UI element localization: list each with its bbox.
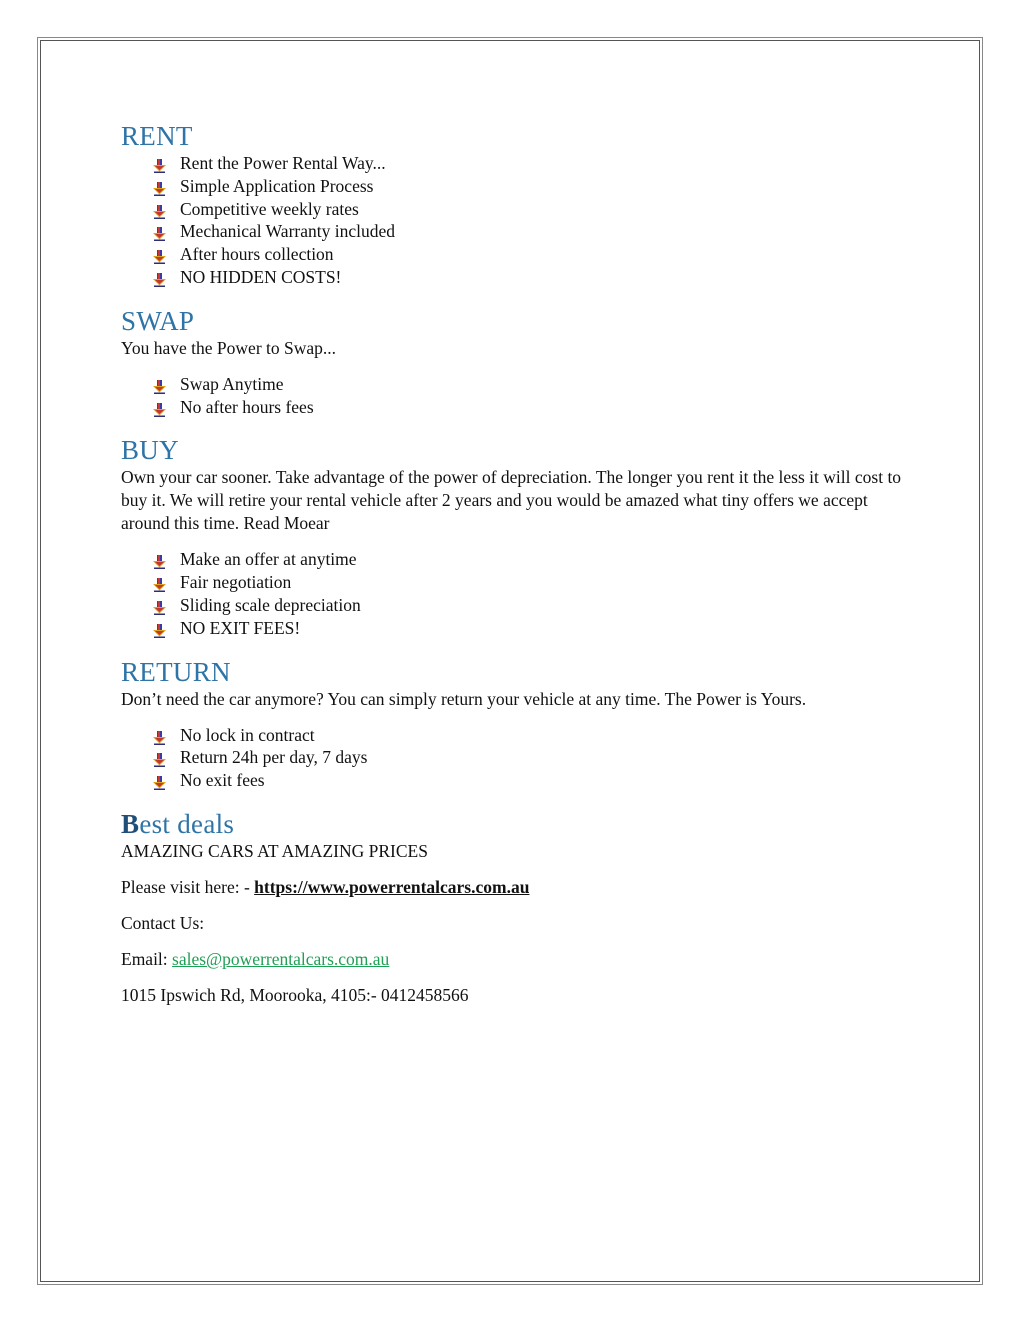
list-item-text: Swap Anytime <box>180 373 284 394</box>
list-item <box>180 769 911 792</box>
best-deals-heading-initial: B <box>121 808 140 839</box>
buy-section <box>121 434 911 639</box>
return-heading: RETURN <box>121 656 231 687</box>
list-item <box>180 746 911 769</box>
website-link[interactable]: https://www.powerrentalcars.com.au <box>254 876 530 897</box>
swap-heading: SWAP <box>121 305 195 336</box>
list-item-text: Make an offer at anytime <box>180 549 357 570</box>
list-item-text: No after hours fees <box>180 396 314 417</box>
email-label: Email: <box>121 948 173 969</box>
arrow-down-bullet-icon <box>153 773 166 787</box>
list-item-text: NO HIDDEN COSTS! <box>180 266 342 287</box>
list-item <box>180 152 911 175</box>
arrow-down-bullet-icon <box>153 552 166 566</box>
arrow-down-bullet-icon <box>153 598 166 612</box>
list-item <box>180 617 911 640</box>
list-item <box>180 243 911 266</box>
visit-label: Please visit here: - <box>121 876 255 897</box>
list-item-text: Rent the Power Rental Way... <box>180 153 386 173</box>
rent-list <box>121 152 911 289</box>
list-item-text: Fair negotiation <box>180 572 292 593</box>
best-deals-heading-rest: est deals <box>139 808 235 839</box>
arrow-down-bullet-icon <box>153 224 166 238</box>
list-item-text: Sliding scale depreciation <box>180 594 361 615</box>
arrow-down-bullet-icon <box>153 621 166 635</box>
list-item-text: No lock in contract <box>180 724 315 745</box>
list-item-text: No exit fees <box>180 770 265 791</box>
return-list <box>121 724 911 792</box>
email-line <box>121 948 911 971</box>
list-item-text: Mechanical Warranty included <box>180 221 395 242</box>
list-item <box>180 198 911 221</box>
buy-intro: Own your car sooner. Take advantage of the power of depreciation. The longer you rent it the less it will cost to buy it. We will retire your rental vehicle after 2 years and you would be amazed what tiny offers we accept around this time. Read Moear <box>121 467 902 534</box>
list-item <box>180 724 911 747</box>
list-item <box>180 266 911 289</box>
swap-intro: You have the Power to Swap... <box>121 337 337 358</box>
best-deals-section <box>121 808 911 1007</box>
return-section <box>121 656 911 792</box>
return-intro: Don’t need the car anymore? You can simply return your vehicle at any time. The Power is Yours. <box>121 688 807 709</box>
list-item <box>180 548 911 571</box>
arrow-down-bullet-icon <box>153 202 166 216</box>
list-item-text: Simple Application Process <box>180 175 374 196</box>
arrow-down-bullet-icon <box>153 728 166 742</box>
address-line: 1015 Ipswich Rd, Moorooka, 4105:- 0412458566 <box>121 984 469 1005</box>
arrow-down-bullet-icon <box>153 750 166 764</box>
list-item <box>180 175 911 198</box>
list-item <box>180 396 911 419</box>
visit-line <box>121 876 911 899</box>
contact-label: Contact Us: <box>121 912 205 933</box>
arrow-down-bullet-icon <box>153 179 166 193</box>
list-item <box>180 594 911 617</box>
list-item-text: Competitive weekly rates <box>180 198 359 219</box>
list-item-text: Return 24h per day, 7 days <box>180 747 368 768</box>
arrow-down-bullet-icon <box>153 156 166 170</box>
list-item <box>180 373 911 396</box>
best-deals-tagline: AMAZING CARS AT AMAZING PRICES <box>121 840 428 861</box>
arrow-down-bullet-icon <box>153 400 166 414</box>
document-body <box>121 120 911 1007</box>
swap-section <box>121 305 911 419</box>
arrow-down-bullet-icon <box>153 377 166 391</box>
buy-heading: BUY <box>121 435 179 466</box>
arrow-down-bullet-icon <box>153 270 166 284</box>
list-item-text: NO EXIT FEES! <box>180 617 301 638</box>
swap-list <box>121 373 911 419</box>
arrow-down-bullet-icon <box>153 247 166 261</box>
list-item <box>180 571 911 594</box>
best-deals-heading <box>121 808 911 840</box>
arrow-down-bullet-icon <box>153 575 166 589</box>
email-link[interactable]: sales@powerrentalcars.com.au <box>172 948 390 969</box>
rent-section <box>121 120 911 289</box>
list-item-text: After hours collection <box>180 244 334 265</box>
rent-heading: RENT <box>121 121 193 151</box>
buy-list <box>121 548 911 639</box>
list-item <box>180 220 911 243</box>
